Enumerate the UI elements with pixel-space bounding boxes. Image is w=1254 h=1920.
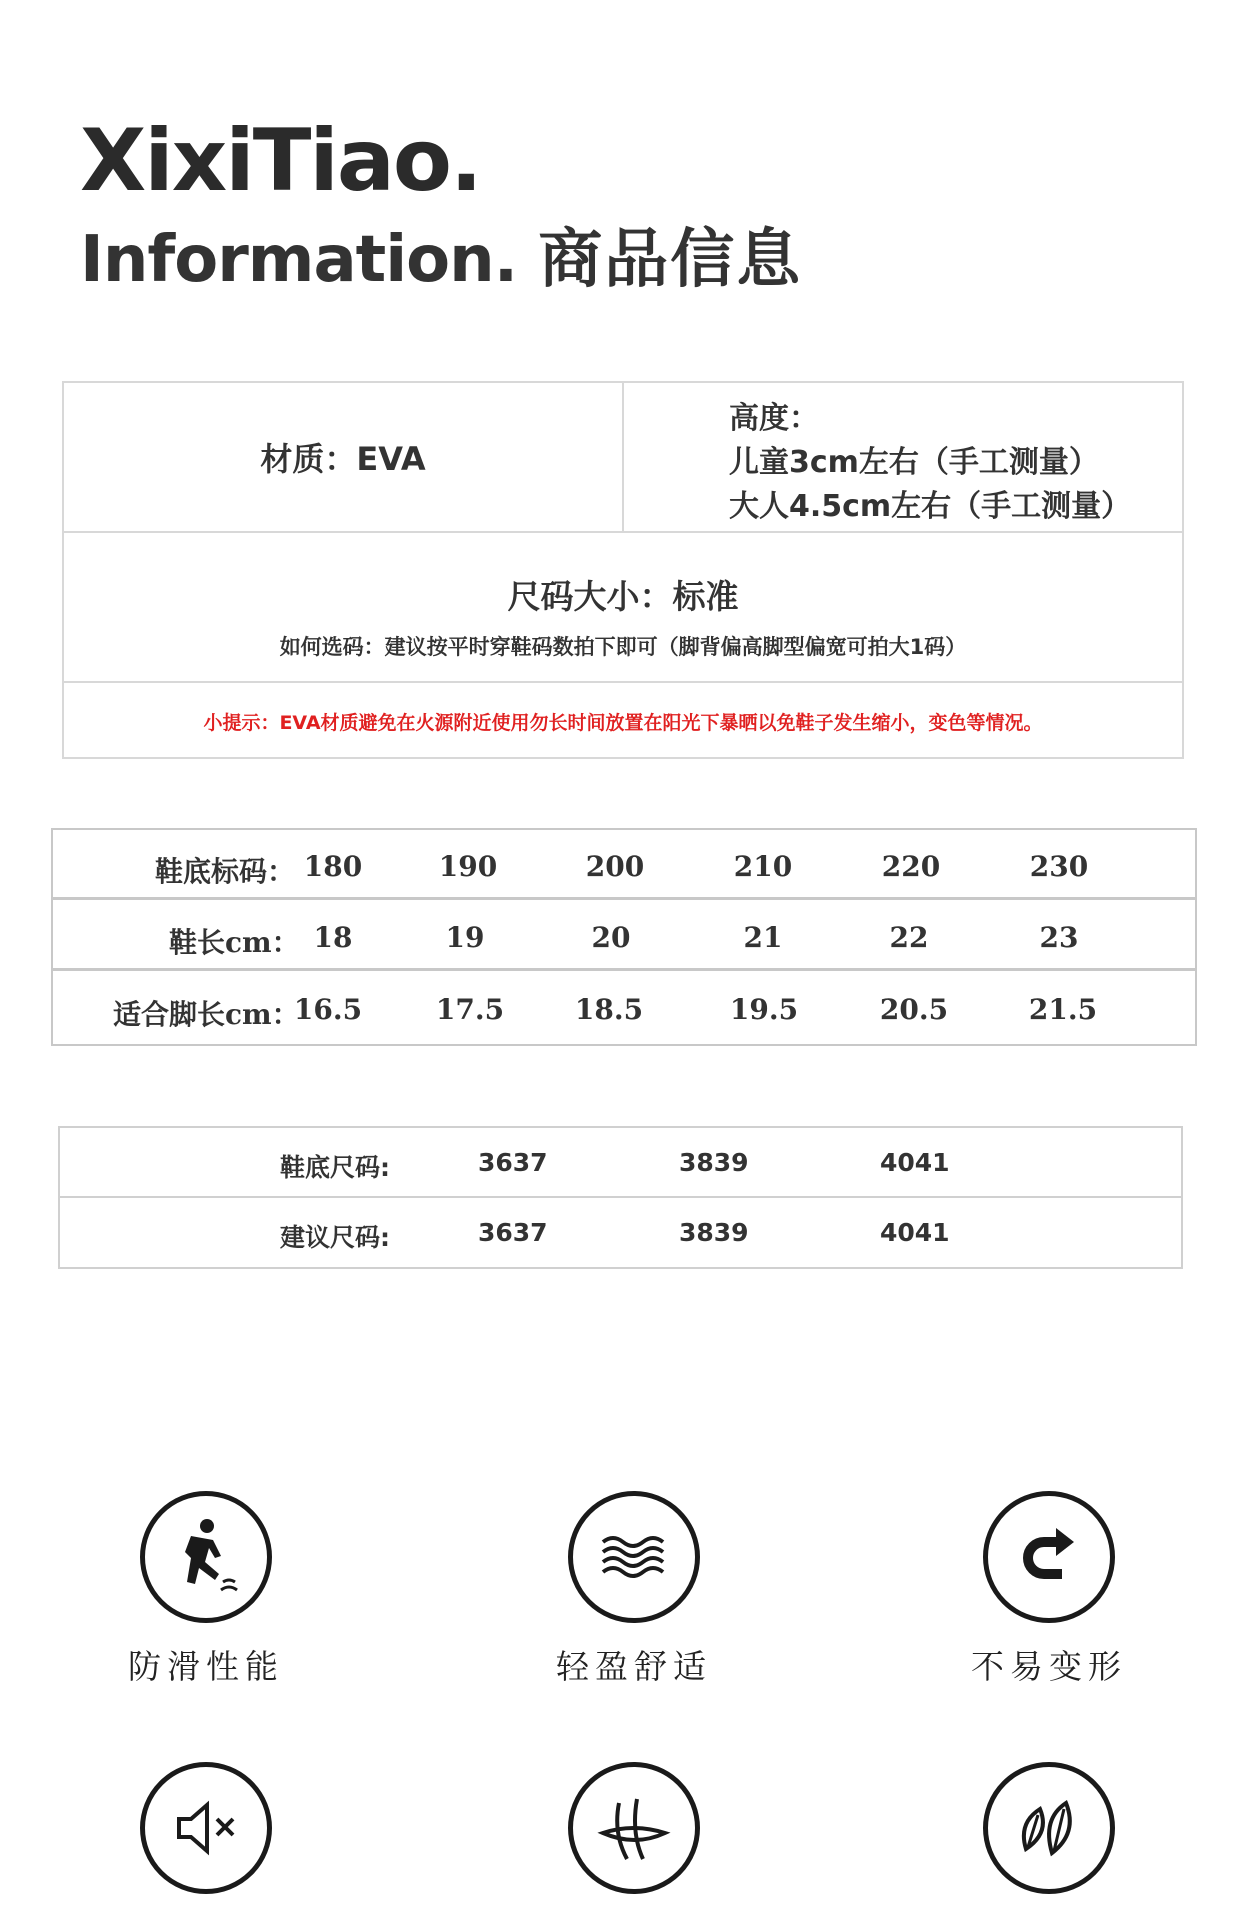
size-chart-table	[51, 828, 1197, 1046]
height-cell	[729, 397, 1131, 529]
cell: 20	[591, 921, 631, 954]
height-child: 儿童3cm左右（手工测量）	[729, 445, 1099, 480]
height-adult: 大人4.5cm左右（手工测量）	[729, 489, 1132, 524]
material-cell: 材质：EVA	[64, 383, 624, 531]
cell: 3839	[679, 1148, 749, 1177]
feature-anti-slip	[96, 1491, 316, 1688]
cell: 4041	[880, 1218, 950, 1247]
cell: 18.5	[574, 993, 644, 1026]
return-arrow-icon	[983, 1491, 1115, 1623]
height-title: 高度：	[729, 401, 819, 436]
cell: 17.5	[435, 993, 505, 1026]
subtitle-cn: 商品信息	[538, 223, 803, 297]
info-row-size	[64, 533, 1182, 683]
leaves-icon	[983, 1762, 1115, 1894]
waves-icon	[568, 1491, 700, 1623]
cell: 3637	[478, 1218, 548, 1247]
cell: 20.5	[879, 993, 949, 1026]
feature-no-deform	[939, 1491, 1159, 1688]
feature-flexible	[524, 1762, 744, 1894]
feature-label: 防滑性能	[128, 1647, 284, 1686]
subtitle-en: Information.	[80, 223, 517, 297]
feature-eco	[939, 1762, 1159, 1894]
table-row	[53, 901, 1195, 971]
cell: 23	[1039, 921, 1079, 954]
row-label: 鞋底标码：	[155, 855, 296, 888]
cell: 18	[313, 921, 353, 954]
warning-note: 小提示：EVA材质避免在火源附近使用勿长时间放置在阳光下暴晒以免鞋子发生缩小，变色等情况。	[203, 711, 1043, 734]
table-row	[53, 830, 1195, 900]
feature-label: 不易变形	[971, 1647, 1127, 1686]
cell: 210	[733, 850, 793, 883]
cell: 220	[881, 850, 941, 883]
cell: 180	[303, 850, 363, 883]
mute-speaker-icon	[140, 1762, 272, 1894]
feature-light-comfort	[524, 1491, 744, 1688]
feature-label: 轻盈舒适	[556, 1647, 712, 1686]
cell: 3839	[679, 1218, 749, 1247]
table-row	[53, 973, 1195, 1043]
product-info-table	[62, 381, 1184, 759]
row-label: 鞋长cm：	[169, 926, 300, 959]
table-row	[60, 1128, 1181, 1198]
page-subtitle	[80, 223, 803, 297]
size-tip: 如何选码：建议按平时穿鞋码数拍下即可（脚背偏高脚型偏宽可拍大1码）	[279, 635, 967, 659]
bending-sole-icon	[568, 1762, 700, 1894]
row-label: 建议尺码:	[280, 1223, 390, 1252]
cell: 22	[889, 921, 929, 954]
cell: 19.5	[729, 993, 799, 1026]
feature-quiet	[96, 1762, 316, 1894]
cell: 19	[445, 921, 485, 954]
cell: 190	[438, 850, 498, 883]
cell: 16.5	[293, 993, 363, 1026]
row-label: 鞋底尺码:	[280, 1153, 390, 1182]
cell: 230	[1029, 850, 1089, 883]
brand-name: XixiTiao.	[80, 111, 481, 211]
slip-person-icon	[140, 1491, 272, 1623]
cell: 3637	[478, 1148, 548, 1177]
table-row	[60, 1198, 1181, 1268]
info-row-material-height	[64, 383, 1182, 533]
cell: 4041	[880, 1148, 950, 1177]
row-label: 适合脚长cm：	[113, 998, 300, 1031]
adult-size-table	[58, 1126, 1183, 1269]
size-title: 尺码大小：标准	[507, 577, 739, 616]
cell: 21	[743, 921, 783, 954]
cell: 200	[585, 850, 645, 883]
cell: 21.5	[1028, 993, 1098, 1026]
